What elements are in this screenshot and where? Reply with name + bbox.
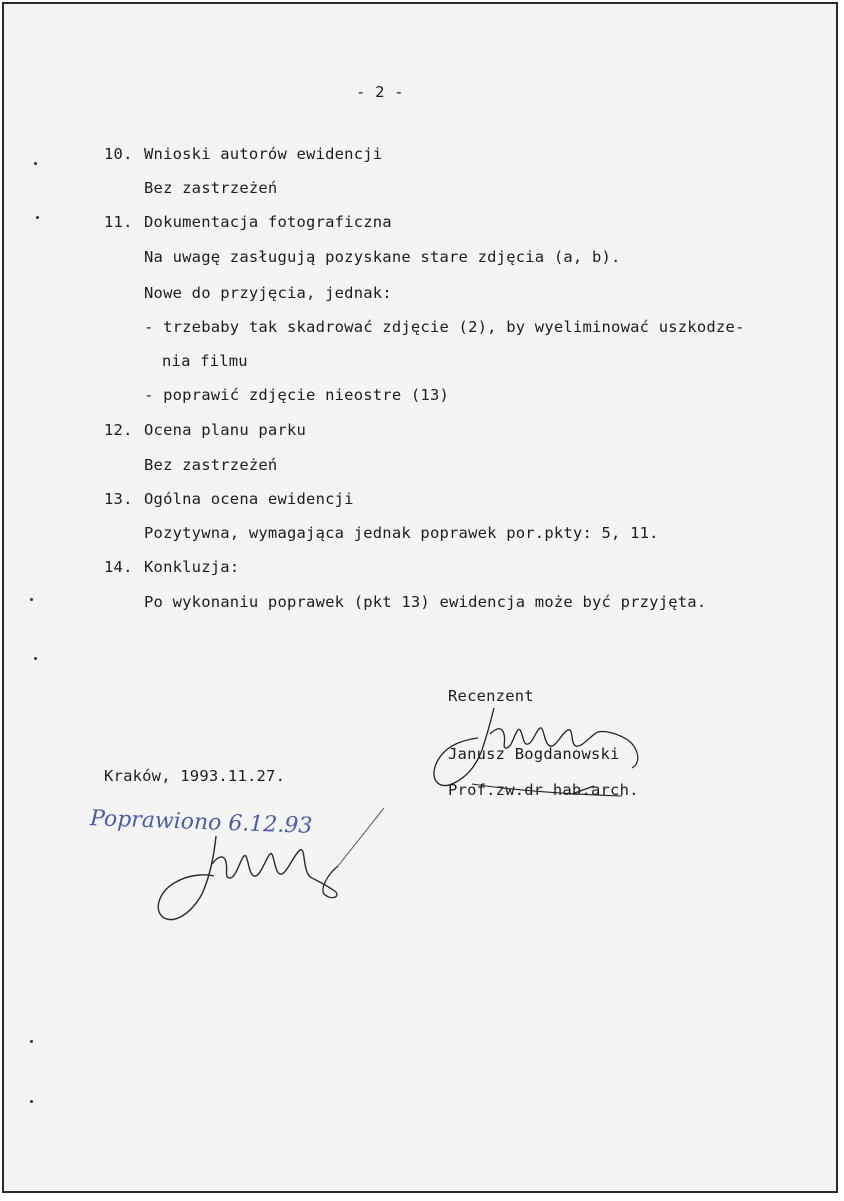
section-number: 10. bbox=[104, 145, 133, 163]
section-title: Konkluzja: bbox=[144, 558, 240, 576]
section-body-line: Bez zastrzeżeń bbox=[144, 179, 278, 197]
section-number: 12. bbox=[104, 421, 133, 439]
margin-mark bbox=[34, 657, 37, 660]
section-body-line: - trzebaby tak skadrować zdjęcie (2), by wyeliminować uszkodze- bbox=[144, 318, 745, 336]
handwritten-note: Poprawiono 6.12.93 bbox=[89, 806, 313, 839]
section-number: 14. bbox=[104, 558, 133, 576]
margin-mark bbox=[36, 216, 39, 219]
section-body-line: Nowe do przyjęcia, jednak: bbox=[144, 284, 392, 302]
note-signature bbox=[152, 812, 392, 932]
section-title: Ocena planu parku bbox=[144, 421, 307, 439]
section-body-line: Pozytywna, wymagająca jednak poprawek por.pkty: 5, 11. bbox=[144, 524, 659, 542]
section-body-line: Po wykonaniu poprawek (pkt 13) ewidencja może być przyjęta. bbox=[144, 593, 707, 611]
section-title: Wnioski autorów ewidencji bbox=[144, 145, 383, 163]
section-title: Ogólna ocena ewidencji bbox=[144, 490, 354, 508]
section-number: 11. bbox=[104, 213, 133, 231]
margin-mark bbox=[30, 1040, 33, 1043]
margin-mark bbox=[34, 162, 37, 165]
section-title: Dokumentacja fotograficzna bbox=[144, 213, 392, 231]
margin-mark bbox=[30, 1100, 33, 1103]
section-body-line: Bez zastrzeżeń bbox=[144, 456, 278, 474]
reviewer-role: Recenzent bbox=[448, 687, 534, 705]
section-body-line: Na uwagę zasługują pozyskane stare zdjęcia (a, b). bbox=[144, 248, 621, 266]
page-number: - 2 - bbox=[356, 83, 404, 101]
place-date: Kraków, 1993.11.27. bbox=[104, 767, 286, 785]
section-body-line: nia filmu bbox=[162, 352, 248, 370]
document-page bbox=[2, 2, 838, 1193]
margin-mark bbox=[30, 598, 33, 601]
reviewer-signature bbox=[432, 704, 652, 804]
section-body-line: - poprawić zdjęcie nieostre (13) bbox=[144, 386, 450, 404]
reviewer-name: Janusz Bogdanowski bbox=[448, 745, 620, 763]
reviewer-title: Prof.zw.dr hab.arch. bbox=[448, 781, 639, 799]
section-number: 13. bbox=[104, 490, 133, 508]
